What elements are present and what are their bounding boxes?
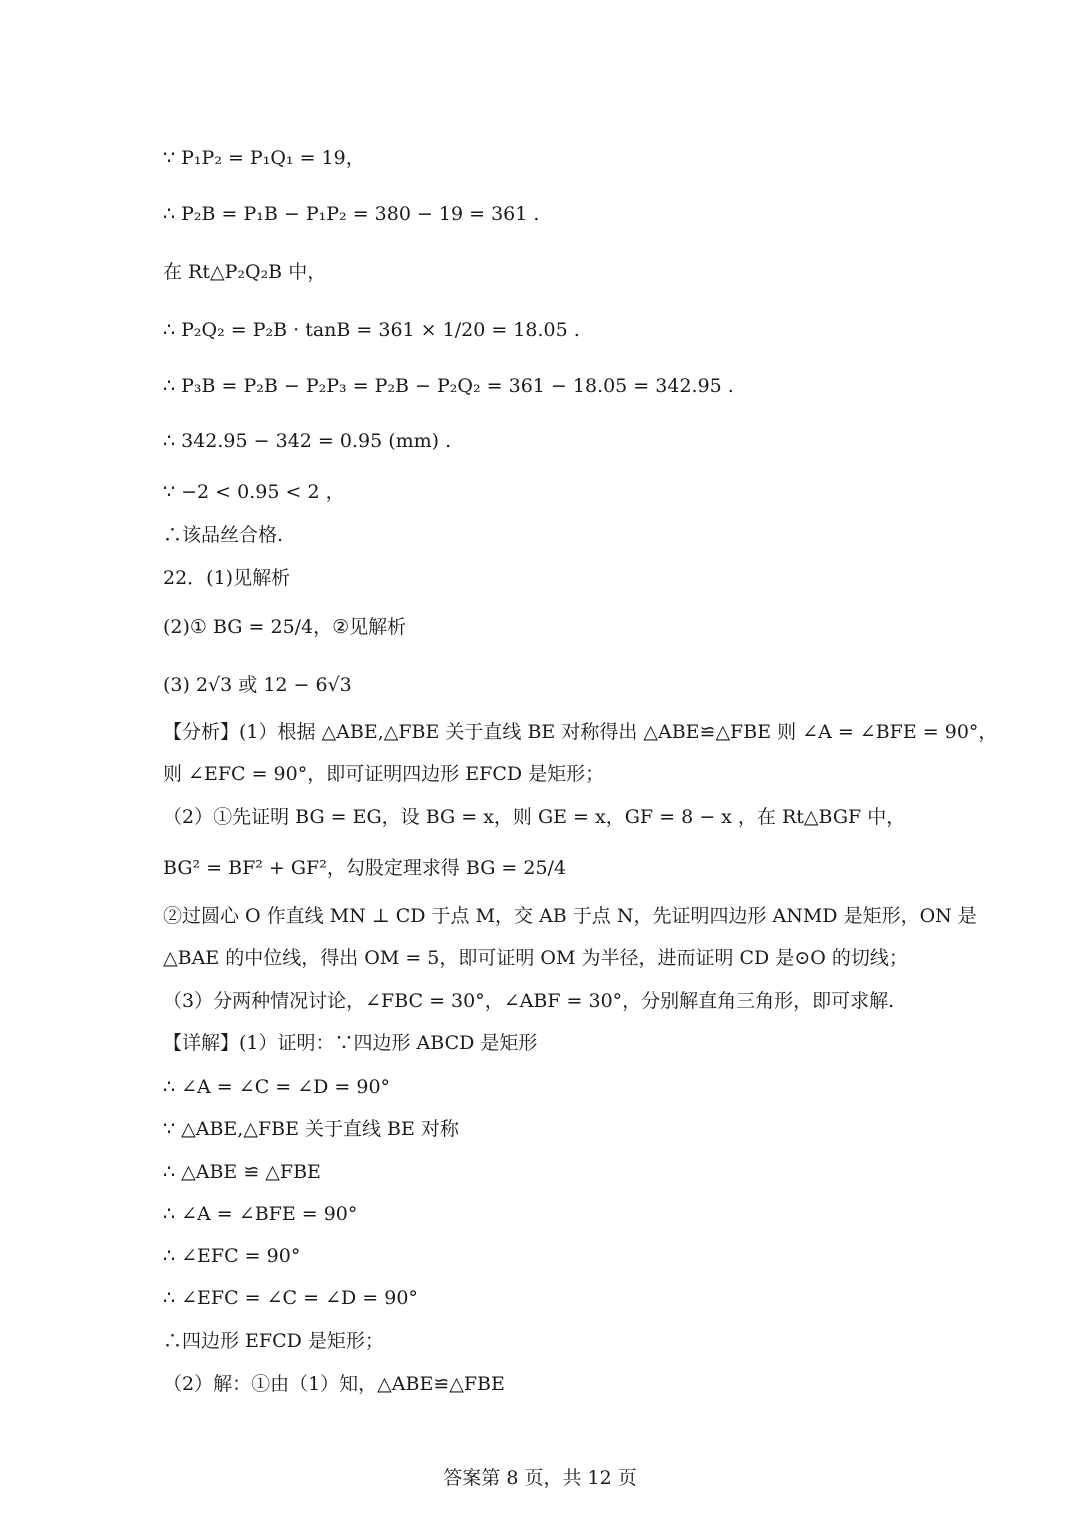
text-line: ∴ P₂Q₂ = P₂B · tanB = 361 × 1/20 = 18.05 . bbox=[163, 319, 580, 341]
text-line: ②过圆心 O 作直线 MN ⊥ CD 于点 M，交 AB 于点 N，先证明四边形 ANMD 是矩形，ON 是 bbox=[163, 905, 977, 927]
text-line: ∴ ∠A = ∠BFE = 90° bbox=[163, 1203, 358, 1225]
text-line: ∴四边形 EFCD 是矩形； bbox=[163, 1330, 384, 1352]
text-line: ∴ 342.95 − 342 = 0.95 (mm) . bbox=[163, 430, 452, 452]
text-line: ∴ P₃B = P₂B − P₂P₃ = P₂B − P₂Q₂ = 361 − 18.05 = 342.95 . bbox=[163, 375, 734, 397]
question-number-22: 22．(1)见解析 bbox=[163, 567, 291, 589]
text-line: （2）解：①由（1）知，△ABE≌△FBE bbox=[163, 1373, 505, 1395]
detail-heading-line: 【详解】(1）证明：∵四边形 ABCD 是矩形 bbox=[163, 1032, 538, 1054]
text-line: (3) 2√3 或 12 − 6√3 bbox=[163, 674, 352, 696]
text-line: ∴ ∠A = ∠C = ∠D = 90° bbox=[163, 1076, 391, 1098]
text-line: 则 ∠EFC = 90°，即可证明四边形 EFCD 是矩形； bbox=[163, 763, 605, 785]
analysis-heading-line: 【分析】(1）根据 △ABE,△FBE 关于直线 BE 对称得出 △ABE≌△FBE 则 ∠A = ∠BFE = 90°， bbox=[163, 721, 998, 743]
text-line: （3）分两种情况讨论，∠FBC = 30°，∠ABF = 30°，分别解直角三角形，即可求解. bbox=[163, 990, 895, 1012]
text-line: BG² = BF² + GF²，勾股定理求得 BG = 25/4 bbox=[163, 857, 567, 879]
text-line: △BAE 的中位线，得出 OM = 5，即可证明 OM 为半径，进而证明 CD 是⊙O 的切线； bbox=[163, 947, 908, 969]
text-line: ∵ −2 < 0.95 < 2 ， bbox=[163, 481, 345, 503]
text-line: ∵ P₁P₂ = P₁Q₁ = 19， bbox=[163, 147, 365, 169]
text-line: ∴ ∠EFC = 90° bbox=[163, 1245, 301, 1267]
text-line: ∴ △ABE ≌ △FBE bbox=[163, 1161, 321, 1183]
page-footer: 答案第 8 页，共 12 页 bbox=[443, 1467, 637, 1489]
text-line: 在 Rt△P₂Q₂B 中， bbox=[163, 261, 327, 283]
text-line: ∵ △ABE,△FBE 关于直线 BE 对称 bbox=[163, 1118, 459, 1140]
text-line: ∴该品丝合格. bbox=[163, 524, 284, 546]
text-line: （2）①先证明 BG = EG，设 BG = x，则 GE = x，GF = 8 − x ，在 Rt△BGF 中， bbox=[163, 806, 906, 828]
text-line: ∴ P₂B = P₁B − P₁P₂ = 380 − 19 = 361 . bbox=[163, 203, 540, 225]
text-line: ∴ ∠EFC = ∠C = ∠D = 90° bbox=[163, 1287, 418, 1309]
text-line: (2)① BG = 25/4，②见解析 bbox=[163, 616, 407, 638]
